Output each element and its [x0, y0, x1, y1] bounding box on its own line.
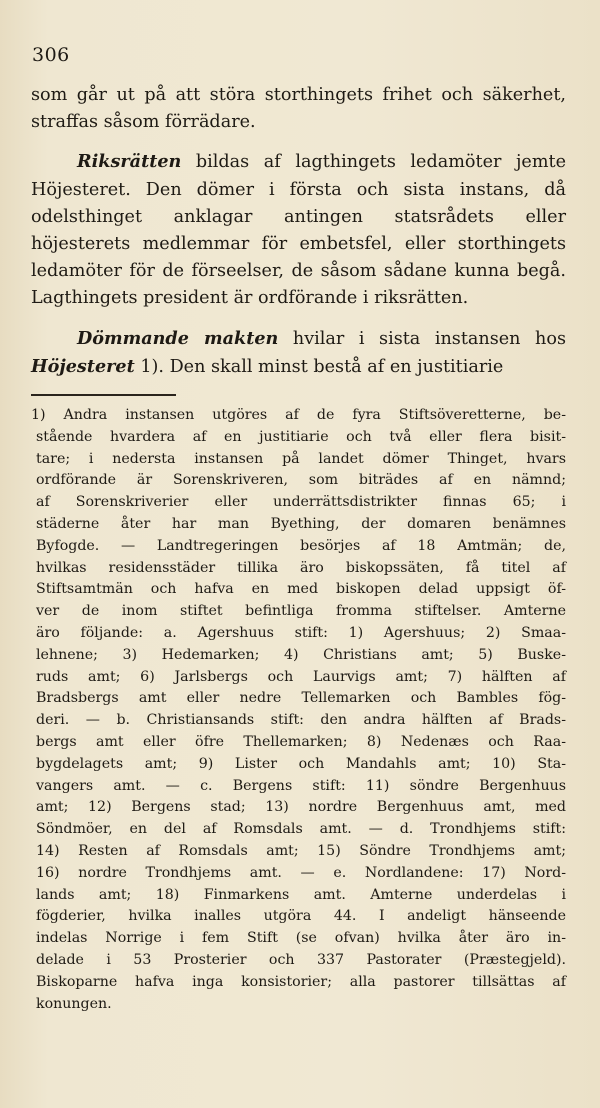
- footnote-line: af Sorenskriverier eller underrättsdistrikter finnas 65; i: [36, 494, 566, 511]
- footnote: [31, 405, 566, 1015]
- footnote-line: Biskoparne hafva inga konsistorier; alla pastorer tillsättas af: [36, 973, 566, 990]
- footnote-line: ruds amt; 6) Jarlsbergs och Laurvigs amt; 7) hälften af: [36, 668, 566, 685]
- footnote-line: 14) Resten af Romsdals amt; 15) Söndre Trondhjems amt;: [36, 842, 566, 859]
- footnote-line: vangers amt. — c. Bergens stift: 11) söndre Bergenhuus: [36, 777, 566, 794]
- footnote-line: bygdelagets amt; 9) Lister och Mandahls amt; 10) Sta-: [36, 755, 566, 772]
- paragraph-1: som går ut på att störa storthingets frihet och säkerhet, straffas såsom förrädare.: [31, 85, 566, 133]
- footnote-line: indelas Norrige i fem Stift (se ofvan) hvilka åter äro in-: [36, 930, 566, 947]
- footnote-line: Söndmöer, en del af Romsdals amt. — d. Trondhjems stift:: [36, 821, 566, 838]
- paragraph-3-text-b: Den skall minst bestå af en justitiarie: [169, 356, 504, 377]
- footnote-line: städerne åter har man Byething, der domaren benämnes: [36, 515, 566, 532]
- footnote-line: 1) Andra instansen utgöres af de fyra Stiftsöveretterne, be-: [31, 407, 566, 423]
- footnote-line: bergs amt eller öfre Thellemarken; 8) Nedenæs och Raa-: [36, 733, 566, 750]
- footnote-line: Byfogde. — Landtregeringen besörjes af 18 Amtmän; de,: [36, 537, 566, 554]
- footnote-line: hvilkas residensstäder tillika äro biskopssäten, få titel af: [36, 559, 566, 576]
- footnote-line: äro följande: a. Agershuus stift: 1) Agershuus; 2) Smaa-: [36, 624, 566, 641]
- footnote-line: lehnene; 3) Hedemarken; 4) Christians amt; 5) Buske-: [36, 646, 566, 663]
- term-hojesteret: Höjesteret: [31, 355, 135, 377]
- footnote-line: delade i 53 Prosterier och 337 Pastorater (Præstegjeld).: [36, 951, 566, 968]
- footnote-reference: 1).: [140, 356, 164, 377]
- footnote-line: lands amt; 18) Finmarkens amt. Amterne underdelas i: [36, 886, 566, 903]
- term-riksratten: Riksrätten: [77, 151, 182, 173]
- footnote-line: Bradsbergs amt eller nedre Tellemarken och Bambles fög-: [36, 690, 566, 707]
- footnote-separator: [31, 394, 176, 396]
- paragraph-2: [31, 148, 566, 312]
- footnote-line: ver de inom stiftet befintliga fromma stiftelser. Amterne: [36, 603, 566, 620]
- main-text: [31, 82, 566, 381]
- page-number: 306: [32, 44, 70, 66]
- footnote-line: konungen.: [36, 995, 112, 1012]
- footnote-line: Stiftsamtmän och hafva en med biskopen delad uppsigt öf-: [36, 581, 566, 598]
- footnote-line: stående hvardera af en justitiarie och två eller flera bisit-: [36, 428, 566, 445]
- paragraph-3: [31, 325, 566, 381]
- footnote-line: fögderier, hvilka inalles utgöra 44. I andeligt hänseende: [36, 908, 566, 925]
- footnote-line: amt; 12) Bergens stad; 13) nordre Bergenhuus amt, med: [36, 799, 566, 816]
- footnote-line: ordförande är Sorenskriveren, som biträdes af en nämnd;: [36, 472, 566, 489]
- paragraph-3-text-a: hvilar i sista instansen hos: [292, 328, 567, 349]
- footnote-line: tare; i nedersta instansen på landet dömer Thinget, hvars: [36, 450, 566, 467]
- footnote-line: 16) nordre Trondhjems amt. — e. Nordlandene: 17) Nord-: [36, 864, 566, 881]
- footnote-line: deri. — b. Christiansands stift: den andra hälften af Brads-: [36, 712, 566, 729]
- paragraph-2-text: bildas af lagthingets ledamöter jemte Höjesteret. Den dömer i första och sista instans, då odelsthinget anklagar antingen statsrådets eller höjesterets medlemmar för embetsfel, eller storthingets ledamöter för de förseelser, de såsom sådane kunna begå. Lagthingets president är ordförande i riksrätten.: [31, 152, 566, 309]
- term-dommande-makten: Dömmande makten: [77, 327, 279, 349]
